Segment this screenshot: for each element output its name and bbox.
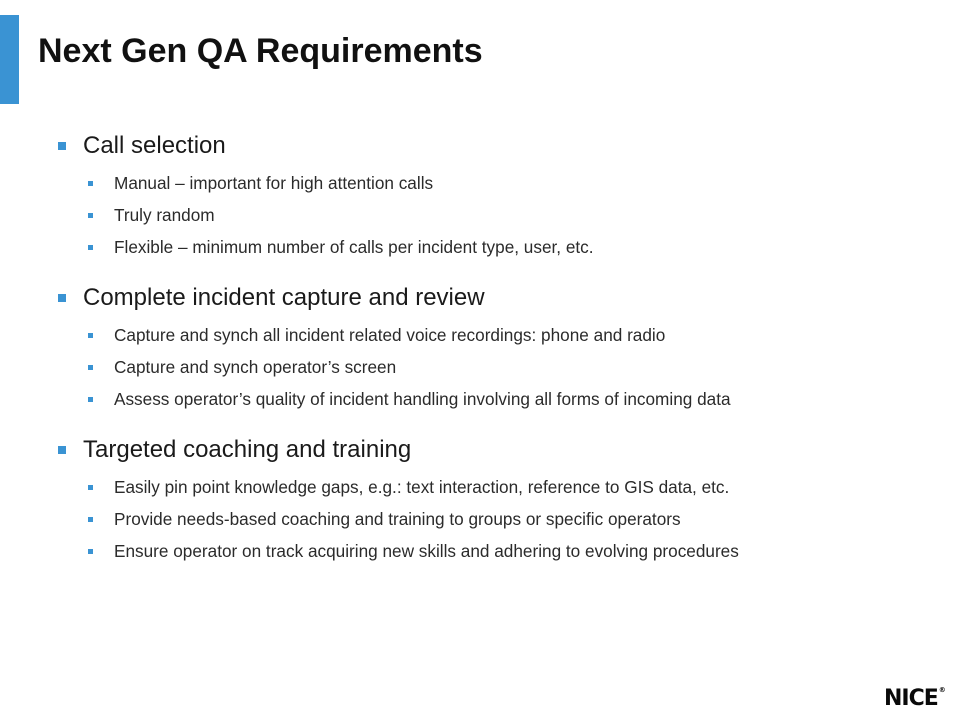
logo-text: NICE bbox=[884, 686, 938, 711]
sub-bullet-text: Capture and synch all incident related voice recordings: phone and radio bbox=[114, 324, 666, 345]
sub-bullet-text: Truly random bbox=[114, 204, 215, 225]
square-bullet-icon bbox=[58, 446, 66, 454]
sub-bullet-text: Provide needs-based coaching and training to groups or specific operators bbox=[114, 508, 681, 529]
sub-bullet-text: Assess operator’s quality of incident handling involving all forms of incoming data bbox=[114, 388, 731, 409]
square-bullet-icon bbox=[58, 294, 66, 302]
sub-bullet-item bbox=[58, 471, 948, 503]
section-heading-row bbox=[58, 283, 948, 313]
section-heading: Targeted coaching and training bbox=[83, 436, 412, 463]
small-square-bullet-icon bbox=[88, 181, 93, 186]
nice-logo bbox=[884, 686, 946, 711]
small-square-bullet-icon bbox=[88, 485, 93, 490]
section-heading-row bbox=[58, 435, 948, 465]
section-heading: Call selection bbox=[83, 132, 226, 159]
sub-bullet-list bbox=[58, 471, 948, 567]
sub-bullet-item bbox=[58, 199, 948, 231]
small-square-bullet-icon bbox=[88, 365, 93, 370]
small-square-bullet-icon bbox=[88, 517, 93, 522]
section-targeted-coaching bbox=[58, 435, 948, 567]
sub-bullet-list bbox=[58, 167, 948, 263]
sub-bullet-text: Ensure operator on track acquiring new skills and adhering to evolving procedures bbox=[114, 540, 739, 561]
section-heading-row bbox=[58, 131, 948, 161]
sub-bullet-text: Easily pin point knowledge gaps, e.g.: text interaction, reference to GIS data, etc. bbox=[114, 476, 730, 497]
sub-bullet-item bbox=[58, 319, 948, 351]
sub-bullet-item bbox=[58, 231, 948, 263]
section-incident-capture bbox=[58, 283, 948, 415]
sub-bullet-list bbox=[58, 319, 948, 415]
sub-bullet-item bbox=[58, 351, 948, 383]
sub-bullet-text: Manual – important for high attention calls bbox=[114, 172, 434, 193]
title-accent-bar bbox=[0, 15, 19, 104]
trademark-symbol: ® bbox=[938, 686, 946, 694]
slide-body bbox=[58, 131, 948, 587]
sub-bullet-text: Capture and synch operator’s screen bbox=[114, 356, 397, 377]
small-square-bullet-icon bbox=[88, 213, 93, 218]
sub-bullet-text: Flexible – minimum number of calls per incident type, user, etc. bbox=[114, 236, 594, 257]
slide-title: Next Gen QA Requirements bbox=[38, 32, 483, 70]
sub-bullet-item bbox=[58, 535, 948, 567]
sub-bullet-item bbox=[58, 503, 948, 535]
small-square-bullet-icon bbox=[88, 333, 93, 338]
small-square-bullet-icon bbox=[88, 397, 93, 402]
square-bullet-icon bbox=[58, 142, 66, 150]
sub-bullet-item bbox=[58, 383, 948, 415]
small-square-bullet-icon bbox=[88, 245, 93, 250]
sub-bullet-item bbox=[58, 167, 948, 199]
section-call-selection bbox=[58, 131, 948, 263]
section-heading: Complete incident capture and review bbox=[83, 284, 485, 311]
small-square-bullet-icon bbox=[88, 549, 93, 554]
